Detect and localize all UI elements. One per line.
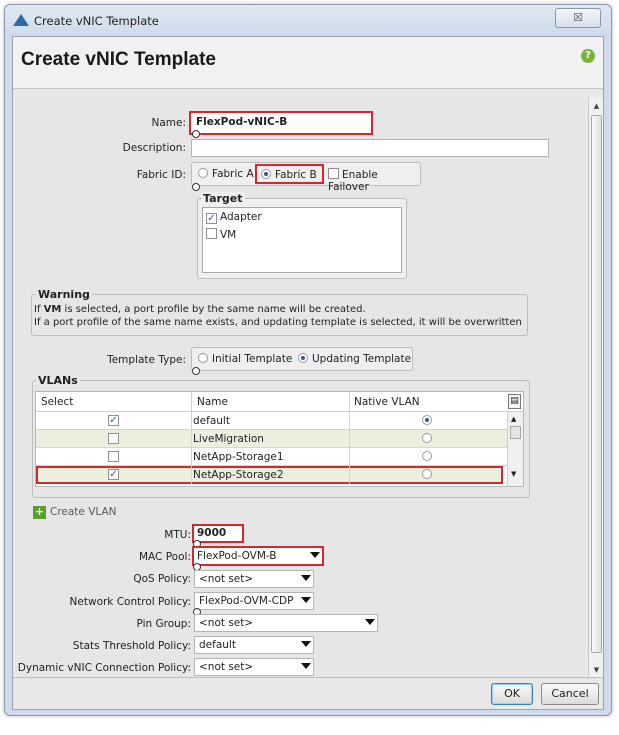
vlan-table-scrollbar[interactable]	[507, 412, 523, 487]
create-vlan-link[interactable]	[33, 506, 117, 519]
vlan-select-checkbox[interactable]	[108, 433, 119, 444]
pin-group-select[interactable]: <not set>	[194, 614, 378, 632]
button-bar	[13, 677, 603, 709]
cancel-button[interactable]: Cancel	[541, 683, 599, 705]
mtu-input[interactable]: 9000	[192, 524, 244, 543]
fabric-id-label: Fabric ID:	[136, 169, 186, 181]
col-name[interactable]: Name	[197, 396, 228, 408]
vlan-select-checkbox[interactable]: ✓	[109, 415, 118, 426]
col-select[interactable]: Select	[41, 396, 74, 408]
scroll-down-icon[interactable]: ▼	[511, 470, 517, 478]
vlans-title: VLANs	[38, 374, 78, 387]
warning-group	[31, 288, 528, 336]
chevron-down-icon	[310, 552, 320, 558]
native-vlan-radio[interactable]	[422, 451, 432, 461]
stats-threshold-policy-label: Stats Threshold Policy:	[72, 640, 191, 652]
table-row[interactable]	[36, 448, 508, 466]
scroll-thumb[interactable]	[591, 115, 602, 653]
title-bar	[5, 5, 611, 35]
target-title: Target	[203, 192, 243, 205]
enable-failover-label: Enable Failover	[328, 169, 378, 193]
warning-text-2: If a port profile of the same name exists, and updating template is selected, it will be overwritten	[34, 317, 522, 328]
vlan-select-checkbox[interactable]	[108, 451, 119, 462]
radio-icon	[198, 168, 208, 178]
description-input[interactable]	[191, 139, 549, 157]
vlan-name: default	[193, 415, 230, 427]
fabric-a-radio[interactable]	[198, 168, 254, 180]
page-title: Create vNIC Template	[21, 49, 216, 70]
scroll-down-icon[interactable]: ▼	[593, 666, 600, 674]
vlan-select-checkbox[interactable]: ✓	[109, 469, 118, 480]
updating-template-radio[interactable]	[298, 353, 411, 365]
chevron-down-icon	[301, 641, 311, 647]
warning-title: Warning	[38, 288, 90, 301]
vlan-table-header	[36, 392, 523, 412]
template-type-group	[191, 347, 413, 371]
mtu-label: MTU:	[164, 529, 191, 541]
fabric-group	[191, 162, 421, 193]
table-row[interactable]	[36, 466, 503, 484]
ok-button[interactable]: OK	[491, 683, 533, 705]
scroll-up-icon[interactable]: ▲	[511, 415, 517, 423]
form-scrollbar[interactable]	[588, 97, 603, 679]
vlan-name: NetApp-Storage1	[193, 451, 284, 463]
window-title: Create vNIC Template	[34, 14, 159, 28]
chevron-down-icon	[301, 575, 311, 581]
close-button[interactable]: ☒	[555, 8, 601, 28]
dialog-window	[4, 4, 612, 716]
initial-template-radio[interactable]	[198, 353, 292, 365]
mac-pool-select[interactable]: FlexPod-OVM-B	[192, 546, 324, 566]
add-icon: +	[33, 506, 46, 519]
chevron-down-icon	[365, 619, 375, 625]
info-icon	[192, 130, 200, 138]
app-logo-icon	[13, 14, 29, 26]
target-adapter-checkbox[interactable]	[206, 211, 262, 224]
table-row[interactable]	[36, 412, 508, 430]
native-vlan-radio[interactable]	[422, 469, 432, 479]
pin-group-label: Pin Group:	[136, 618, 191, 630]
native-vlan-radio[interactable]	[422, 433, 432, 443]
fabric-a-label: Fabric A	[212, 168, 254, 180]
target-group	[197, 192, 407, 279]
enable-failover-checkbox[interactable]	[328, 168, 420, 193]
network-control-policy-label: Network Control Policy:	[69, 596, 191, 608]
checkbox-icon: ✓	[207, 213, 216, 224]
warning-text-1: If VM is selected, a port profile by the same name will be created.	[34, 304, 366, 315]
name-label: Name:	[151, 117, 186, 129]
create-vlan-label: Create VLAN	[50, 506, 117, 518]
qos-policy-label: QoS Policy:	[133, 573, 191, 585]
info-icon	[192, 367, 200, 375]
target-vm-checkbox[interactable]	[206, 228, 236, 241]
fabric-b-radio[interactable]	[255, 164, 324, 184]
target-adapter-label: Adapter	[220, 211, 262, 223]
col-native-vlan[interactable]: Native VLAN	[354, 396, 420, 408]
description-label: Description:	[122, 142, 186, 154]
mac-pool-label: MAC Pool:	[139, 551, 191, 563]
template-type-label: Template Type:	[107, 354, 186, 366]
vlan-name: LiveMigration	[193, 433, 264, 445]
target-list	[202, 207, 402, 273]
scroll-thumb[interactable]	[510, 426, 521, 439]
vlan-table	[35, 391, 524, 487]
qos-policy-select[interactable]: <not set>	[194, 570, 314, 588]
stats-threshold-policy-select[interactable]: default	[194, 636, 314, 654]
table-row[interactable]	[36, 430, 508, 448]
info-icon	[192, 183, 200, 191]
dynamic-vnic-policy-label: Dynamic vNIC Connection Policy:	[17, 662, 191, 674]
help-icon[interactable]: ?	[581, 49, 595, 63]
dialog-client	[12, 36, 604, 710]
checkbox-icon	[206, 228, 217, 239]
chevron-down-icon	[301, 663, 311, 669]
checkbox-icon	[328, 168, 339, 179]
scroll-up-icon[interactable]: ▲	[593, 102, 600, 110]
dynamic-vnic-policy-select[interactable]: <not set>	[194, 658, 314, 676]
radio-icon	[198, 353, 208, 363]
fabric-b-label: Fabric B	[275, 169, 317, 181]
dialog-header	[13, 37, 603, 89]
network-control-policy-select[interactable]: FlexPod-OVM-CDP	[194, 592, 314, 610]
radio-icon	[298, 353, 308, 363]
vlan-name: NetApp-Storage2	[193, 469, 284, 481]
chevron-down-icon	[301, 597, 311, 603]
updating-template-label: Updating Template	[312, 353, 412, 365]
radio-icon	[261, 169, 271, 179]
name-input[interactable]: FlexPod-vNIC-B	[189, 111, 373, 135]
column-chooser-icon[interactable]: ▤	[508, 394, 521, 409]
initial-template-label: Initial Template	[212, 353, 293, 365]
target-vm-label: VM	[220, 229, 237, 241]
native-vlan-radio[interactable]	[422, 415, 432, 425]
